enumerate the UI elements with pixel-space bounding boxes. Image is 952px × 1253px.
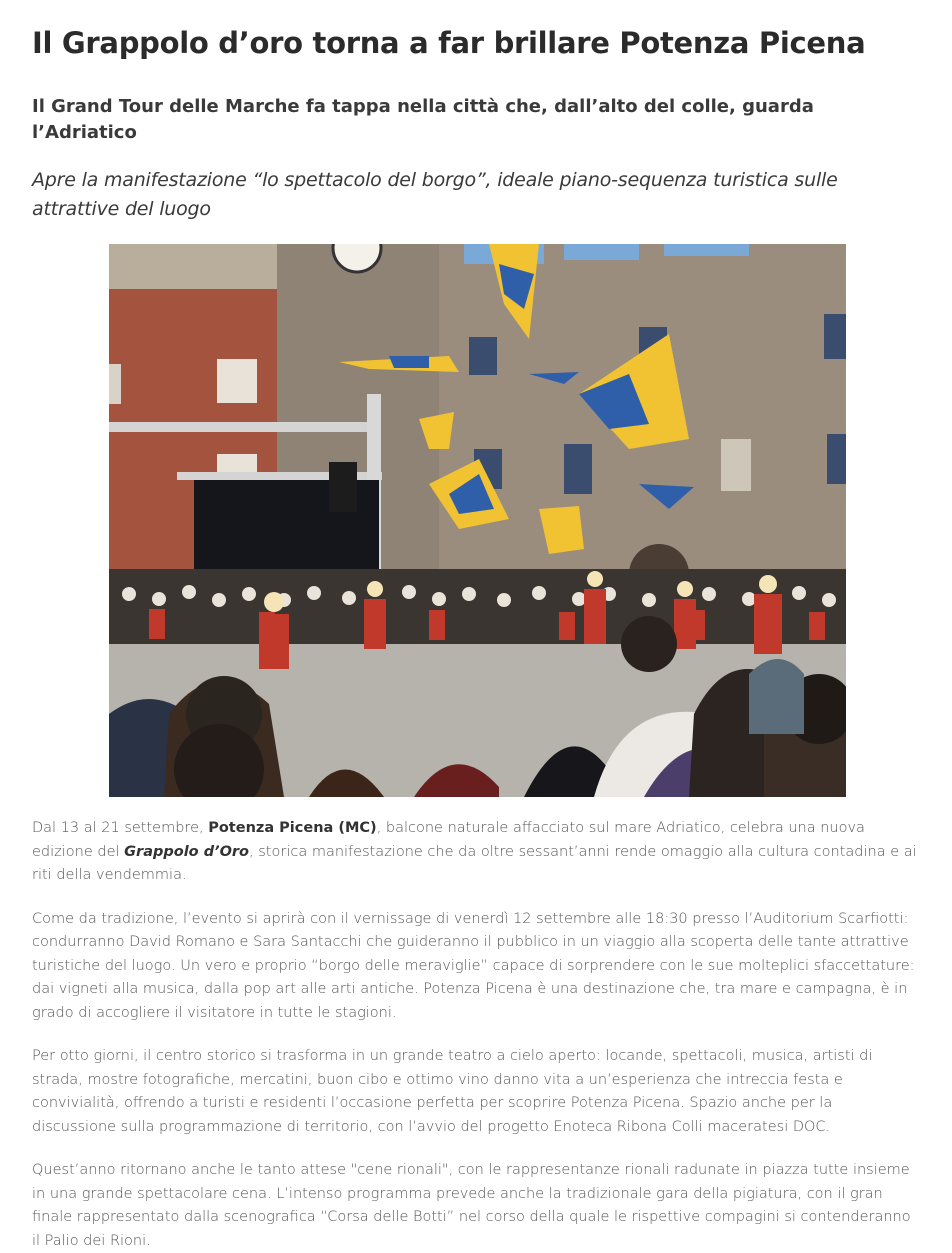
article-body (32, 817, 920, 1253)
paragraph-1-text-a: Dal 13 al 21 settembre, (32, 820, 209, 836)
paragraph-1-text-e: , storica manifestazione che da oltre sessant’anni rende omaggio alla cultura contadina e ai riti della vendemmia. (32, 843, 917, 883)
event-name: Grappolo d’Oro (124, 843, 250, 860)
article-subtitle: Il Grand Tour delle Marche fa tappa nella città che, dall’alto del colle, guarda l’Adriatico (32, 96, 814, 143)
article-lead: Apre la manifestazione “lo spettacolo del borgo”, ideale piano-sequenza turistica sulle attrattive del luogo (32, 169, 838, 220)
article-title: Il Grappolo d’oro torna a far brillare Potenza Picena (32, 26, 866, 60)
article-photo (109, 244, 846, 797)
paragraph-1 (32, 817, 920, 888)
paragraph-2: Come da tradizione, l’evento si aprirà con il vernissage di venerdì 12 settembre alle 18:30 presso l’Auditorium Scarfiotti: condurranno David Romano e Sara Santacchi che guideranno il pubblico in un viaggio alla scoperta delle tante attrattive turistiche del luogo. Un vero e proprio “borgo delle meraviglie” capace di sorprendere con le sue molteplici sfaccettature: dai vigneti alla musica, dalla pop art alle arti antiche. Potenza Picena è una destinazione che, tra mare e campagna, è in grado di accogliere il visitatore in tutte le stagioni. (32, 910, 915, 1021)
paragraph-4: Quest’anno ritornano anche le tanto attese "cene rionali", con le rappresentanze rionali radunate in piazza tutte insieme in una grande spettacolare cena. L’intenso programma prevede anche la tradizionale gara della pigiatura, con il gran finale rappresentato dalla scenografica “Corsa delle Botti” nel corso della quale le rispettive compagini si contenderanno il Palio dei Rioni. (32, 1162, 911, 1249)
paragraph-3: Per otto giorni, il centro storico si trasforma in un grande teatro a cielo aperto: locande, spettacoli, musica, artisti di strada, mostre fotografiche, mercatini, buon cibo e ottimo vino danno vita a un’esperienza che intreccia festa e convivialità, offrendo a turisti e residenti l’occasione perfetta per scoprire Potenza Picena. Spazio anche per la discussione sulla programmazione di territorio, con l’avvio del progetto Enoteca Ribona Colli maceratesi DOC. (32, 1048, 873, 1135)
place-name: Potenza Picena (MC) (208, 820, 377, 836)
paragraph-1-text-c: , balcone naturale affacciato sul mare Adriatico, celebra una nuova edizione del (32, 820, 865, 860)
